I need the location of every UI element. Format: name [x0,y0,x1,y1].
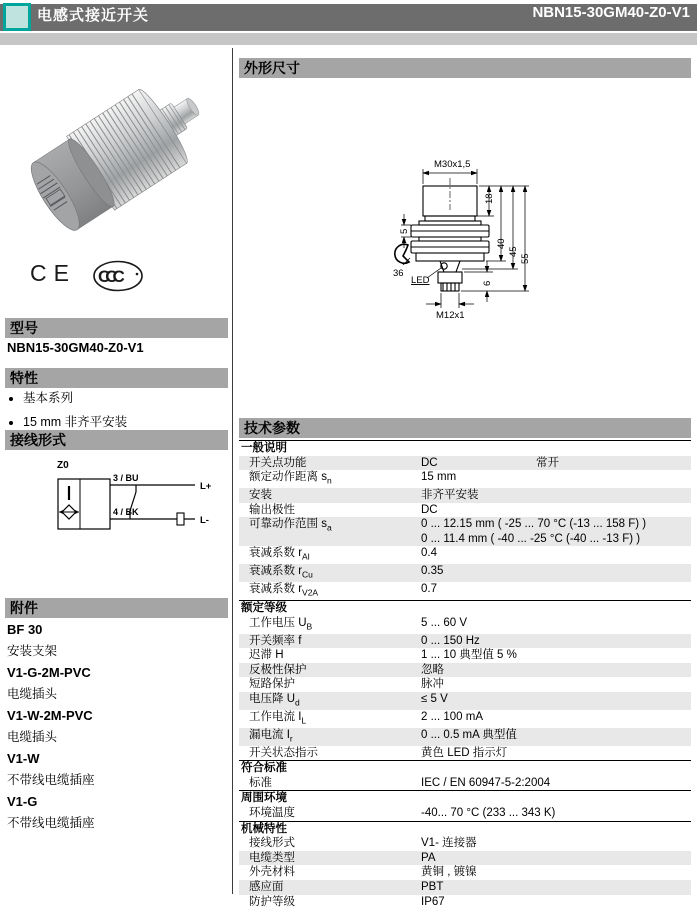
tech-value-text: ≤ 5 V [421,692,448,705]
tech-row [239,517,691,546]
tech-label-subscript: r [289,733,293,744]
svg-text:M30x1,5: M30x1,5 [434,159,471,170]
tech-section-header: 符合标准 [239,760,691,776]
accessory-name: V1-G [7,794,38,809]
part-number-header: NBN15-30GM40-Z0-V1 [532,4,690,21]
tech-value-text: 0 ... 0.5 mA 典型值 [421,728,517,741]
tech-section-header: 机械特性 [239,821,691,837]
tech-value-line [421,470,691,485]
svg-text:CCC: CCC [98,267,120,286]
tech-value-text: PA [421,851,436,864]
brand-logo-icon [3,3,31,31]
tech-row [239,776,691,791]
svg-text:Z0: Z0 [57,460,69,471]
tech-label: 标准 [249,776,272,789]
tech-value-text: 非齐平安装 [421,489,479,502]
tech-label: 短路保护 [249,678,295,691]
tech-table [239,440,691,909]
tech-value [421,616,691,634]
svg-text:6: 6 [482,280,493,286]
ccc-mark [92,258,146,294]
tech-value-line [421,648,691,663]
tech-row [239,470,691,488]
tech-row [239,503,691,518]
tech-row [239,634,691,649]
tech-section-header: 额定等级 [239,600,691,616]
tech-row [239,488,691,503]
tech-value-line [421,806,691,821]
page-title: 电感式接近开关 [37,7,150,24]
tech-value [421,517,691,546]
tech-value [421,648,691,663]
tech-value-text: 0 ... 11.4 mm ( -40 ... -25 °C (-40 ... -13 F) ) [421,532,641,545]
tech-label: 接线形式 [249,837,295,850]
tech-value [421,634,691,649]
svg-text:55: 55 [520,253,531,264]
left-column [5,48,228,894]
tech-row [239,546,691,564]
tech-value [421,710,691,728]
tech-label: 可靠动作范围 $s_a$ [249,518,332,533]
tech-value-text: 0.7 [421,583,437,596]
tech-value-line [421,776,691,791]
tech-value-text: 忽略 [421,663,444,676]
tech-value [421,456,691,471]
tech-value-line [421,895,691,909]
svg-text:L+: L+ [200,481,212,492]
section-accessories-heading: 附件 [5,598,228,618]
tech-value-line [421,616,691,631]
tech-value [421,880,691,895]
tech-row [239,836,691,851]
tech-label: 环境温度 [249,807,295,820]
tech-value-text: V1- 连接器 [421,837,477,850]
tech-label: 输出极性 [249,503,295,516]
tech-label: 衰减系数 $r_{V2A}$ [249,583,319,598]
tech-row [239,746,691,761]
features-list [5,388,127,436]
svg-text:40: 40 [496,238,507,249]
tech-value-line [421,710,691,725]
tech-section-header: 周围环境 [239,790,691,806]
tech-label: 电缆类型 [249,851,295,864]
wrench-icon [395,244,409,263]
tech-label-subscript: d [295,697,300,708]
tech-label: 反极性保护 [249,663,307,676]
accessory-name: V1-W-2M-PVC [7,708,93,723]
tech-value-text: 黄色 LED 指示灯 [421,746,508,759]
tech-value-text: IP67 [421,895,445,908]
tech-value-line [421,546,691,561]
tech-value-line [421,532,691,547]
tech-value-line [421,582,691,597]
feature-item: • 基本系列 [23,388,127,406]
accessory-desc: 安装支架 [7,643,58,658]
product-photo [10,58,222,258]
tech-row [239,880,691,895]
tech-value-text: IEC / EN 60947-5-2:2004 [421,776,551,789]
tech-value-line [421,746,691,761]
tech-value [421,677,691,692]
tech-row [239,865,691,880]
tech-row [239,564,691,582]
tech-row [239,648,691,663]
section-dimensions-heading: 外形尺寸 [239,58,691,78]
accessory-name: BF 30 [7,622,43,637]
tech-label: 开关点功能 [249,456,307,469]
tech-value [421,895,691,909]
tech-label: 漏电流 $I_r$ [249,728,293,744]
tech-value [421,865,691,880]
tech-value-line [421,634,691,649]
tech-row [239,710,691,728]
tech-label: 工作电压 $U_B$ [249,616,313,632]
tech-value-line [421,456,691,471]
accessory-name: V1-W [7,751,40,766]
tech-value-line [421,488,691,503]
tech-row [239,895,691,909]
tech-value-line [421,503,691,518]
header-substrip [0,33,697,45]
tech-row [239,728,691,746]
tech-value-text: 5 ... 60 V [421,616,468,629]
tech-value-text: -40... 70 °C (233 ... 343 K) [421,807,556,820]
tech-value-text: DC [421,503,438,516]
tech-value-text: 脉冲 [421,678,444,691]
section-connection-heading: 接线形式 [5,430,228,450]
tech-label: 感应面 [249,881,284,893]
tech-value [421,806,691,821]
tech-label-subscript: a [326,522,332,533]
svg-text:5: 5 [399,228,410,234]
tech-value-line [421,517,691,532]
tech-label: 工作电流 $I_L$ [249,710,307,726]
tech-label: 开关状态指示 [249,746,318,759]
dimension-drawing [381,152,616,332]
tech-row [239,851,691,866]
tech-label: 电压降 $U_d$ [249,692,300,708]
tech-value [421,776,691,791]
load-symbol [177,513,184,525]
tech-value-line [421,692,691,707]
tech-value-line [421,677,691,692]
tech-value-line [421,836,691,851]
tech-value-text: 0.35 [421,565,444,578]
tech-value [421,546,691,564]
accessory-desc: 不带线电缆插座 [7,815,95,830]
tech-value-text: PBT [421,881,444,893]
tech-value-text: 黄铜 , 镀镍 [421,866,477,879]
tech-row [239,692,691,710]
tech-value [421,663,691,678]
tech-value [421,851,691,866]
section-features-heading: 特性 [5,368,228,388]
tech-value [421,564,691,582]
accessory-desc: 电缆插头 [7,686,58,701]
ce-mark: CE [30,260,76,286]
tech-value-col2: 常开 [536,456,559,469]
tech-label-subscript: Al [302,551,310,562]
tech-row [239,806,691,821]
svg-text:LED: LED [411,275,430,286]
svg-text:4 / BK: 4 / BK [113,507,139,517]
section-model-heading: 型号 [5,318,228,338]
model-number: NBN15-30GM40-Z0-V1 [7,340,144,355]
svg-text:M12x1: M12x1 [436,310,465,321]
accessory-desc: 不带线电缆插座 [7,772,95,787]
right-column [232,48,697,908]
tech-label-subscript: L [301,715,307,726]
tech-value-line [421,865,691,880]
tech-value-line [421,880,691,895]
tech-value-text: 2 ... 100 mA [421,710,484,723]
tech-label-subscript: V2A [302,587,319,598]
tech-value-line [421,851,691,866]
tech-value [421,470,691,488]
tech-value-text: 1 ... 10 典型值 5 % [421,649,517,662]
tech-label-subscript: Cu [302,569,313,580]
feature-item: • 15 mm 非齐平安装 [23,412,127,430]
tech-row [239,582,691,600]
tech-value [421,488,691,503]
tech-value-line [421,663,691,678]
accessories-list [7,619,227,834]
tech-section-header: 一般说明 [239,440,691,456]
svg-text:36: 36 [393,268,404,279]
tech-value-text: 0.4 [421,547,437,560]
tech-value [421,582,691,600]
wiring-diagram [50,455,225,560]
accessory-name: V1-G-2M-PVC [7,665,91,680]
tech-value-text: DC [421,456,438,469]
svg-text:45: 45 [508,246,519,257]
tech-label: 开关频率 f [249,634,302,647]
tech-row [239,456,691,471]
svg-text:3 / BU: 3 / BU [113,473,139,483]
tech-value [421,836,691,851]
tech-label: 外壳材料 [249,866,295,879]
tech-value-text: 0 ... 12.15 mm ( -25 ... 70 °C (-13 ... 158 F) ) [421,518,647,531]
tech-label: 安装 [249,489,272,502]
tech-value-text: 15 mm [421,471,457,484]
tech-value-text: 0 ... 150 Hz [421,634,480,647]
tech-row [239,663,691,678]
tech-row [239,616,691,634]
tech-value-line [421,564,691,579]
tech-label: 额定动作距离 $s_n$ [249,471,332,486]
tech-label: 衰减系数 $r_{Al}$ [249,547,310,562]
tech-label: 衰减系数 $r_{Cu}$ [249,565,313,580]
svg-text:L-: L- [200,515,209,526]
svg-text:18: 18 [484,193,495,204]
tech-label: 迟滞 H [249,649,284,662]
tech-value [421,692,691,710]
tech-value-line [421,728,691,743]
tech-value [421,728,691,746]
tech-label: 防护等级 [249,895,295,908]
tech-row [239,677,691,692]
section-tech-heading: 技术参数 [239,418,691,438]
tech-label-subscript: n [326,475,332,486]
accessory-desc: 电缆插头 [7,729,58,744]
tech-value [421,746,691,761]
tech-value [421,503,691,518]
tech-label-subscript: B [306,621,313,632]
